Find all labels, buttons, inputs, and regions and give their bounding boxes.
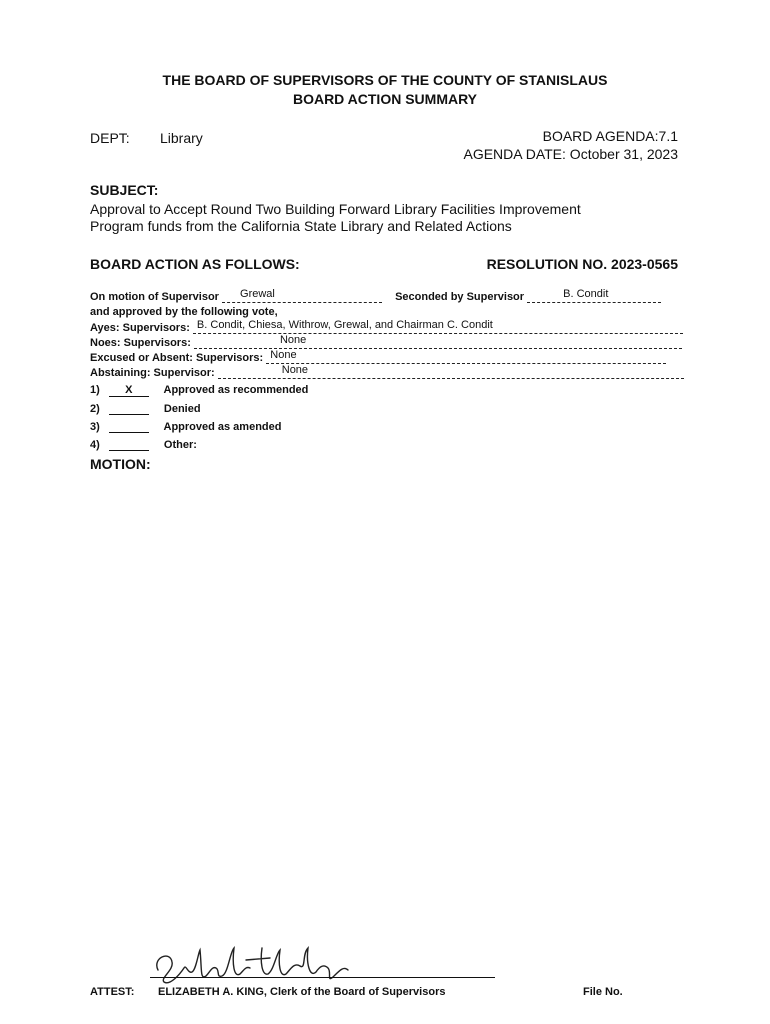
option-number: 2) <box>90 403 100 415</box>
resolution-number: RESOLUTION NO. 2023-0565 <box>486 256 678 272</box>
motion-line <box>90 290 702 303</box>
option-number: 1) <box>90 384 100 396</box>
abstaining-value: None <box>281 364 309 376</box>
subject-line-2: Program funds from the California State Library and Related Actions <box>90 218 512 234</box>
agenda-date: AGENDA DATE: October 31, 2023 <box>463 146 678 162</box>
motion-label: On motion of Supervisor <box>90 291 219 303</box>
option-number: 4) <box>90 439 100 451</box>
approved-line: and approved by the following vote, <box>90 306 278 318</box>
header-title: THE BOARD OF SUPERVISORS OF THE COUNTY OF STANISLAUS <box>162 72 608 88</box>
option-label: Denied <box>163 403 201 415</box>
option-mark: X <box>109 384 149 397</box>
motion-field <box>222 290 382 303</box>
subject-line-1: Approval to Accept Round Two Building Forward Library Facilities Improvement <box>90 201 581 217</box>
option-number: 3) <box>90 421 100 433</box>
header-subtitle: BOARD ACTION SUMMARY <box>292 91 478 107</box>
ayes-field <box>193 321 683 334</box>
excused-value: None <box>270 349 297 361</box>
option-3 <box>90 420 281 433</box>
noes-label: Noes: Supervisors: <box>90 337 191 349</box>
ayes-value: B. Condit, Chiesa, Withrow, Grewal, and Chairman C. Condit <box>196 319 493 331</box>
option-label: Approved as recommended <box>163 384 309 396</box>
seconded-value: B. Condit <box>563 288 609 300</box>
noes-value: None <box>279 334 307 346</box>
subject-label: SUBJECT: <box>90 182 159 198</box>
abstaining-line <box>90 366 702 379</box>
excused-line <box>90 351 702 364</box>
option-label: Other: <box>163 439 197 451</box>
abstaining-field <box>218 366 684 379</box>
file-no-label: File No. <box>583 986 623 998</box>
excused-label: Excused or Absent: Supervisors: <box>90 352 264 364</box>
abstaining-label: Abstaining: Supervisor: <box>90 367 215 379</box>
clerk-name: ELIZABETH A. KING, Clerk of the Board of Supervisors <box>158 986 446 998</box>
dept-label: DEPT: <box>90 130 130 146</box>
option-mark <box>109 420 149 433</box>
option-mark <box>109 402 149 415</box>
seconded-label: Seconded by Supervisor <box>395 291 525 303</box>
ayes-label: Ayes: Supervisors: <box>90 322 190 334</box>
signature-image <box>150 940 360 990</box>
ayes-line <box>90 321 702 334</box>
board-agenda: BOARD AGENDA:7.1 <box>542 128 678 144</box>
option-4 <box>90 438 197 451</box>
option-mark <box>109 438 149 451</box>
motion-value: Grewal <box>240 288 275 300</box>
noes-line <box>90 336 702 349</box>
seconded-field <box>527 290 661 303</box>
dept-value: Library <box>160 130 203 146</box>
signature-line <box>150 977 495 978</box>
option-1 <box>90 384 308 397</box>
noes-field <box>194 336 682 349</box>
attest-label: ATTEST: <box>90 986 135 998</box>
option-2 <box>90 402 201 415</box>
motion-label-heading: MOTION: <box>90 456 151 472</box>
board-action-label: BOARD ACTION AS FOLLOWS: <box>90 256 300 272</box>
excused-field <box>266 351 666 364</box>
option-label: Approved as amended <box>163 421 282 433</box>
